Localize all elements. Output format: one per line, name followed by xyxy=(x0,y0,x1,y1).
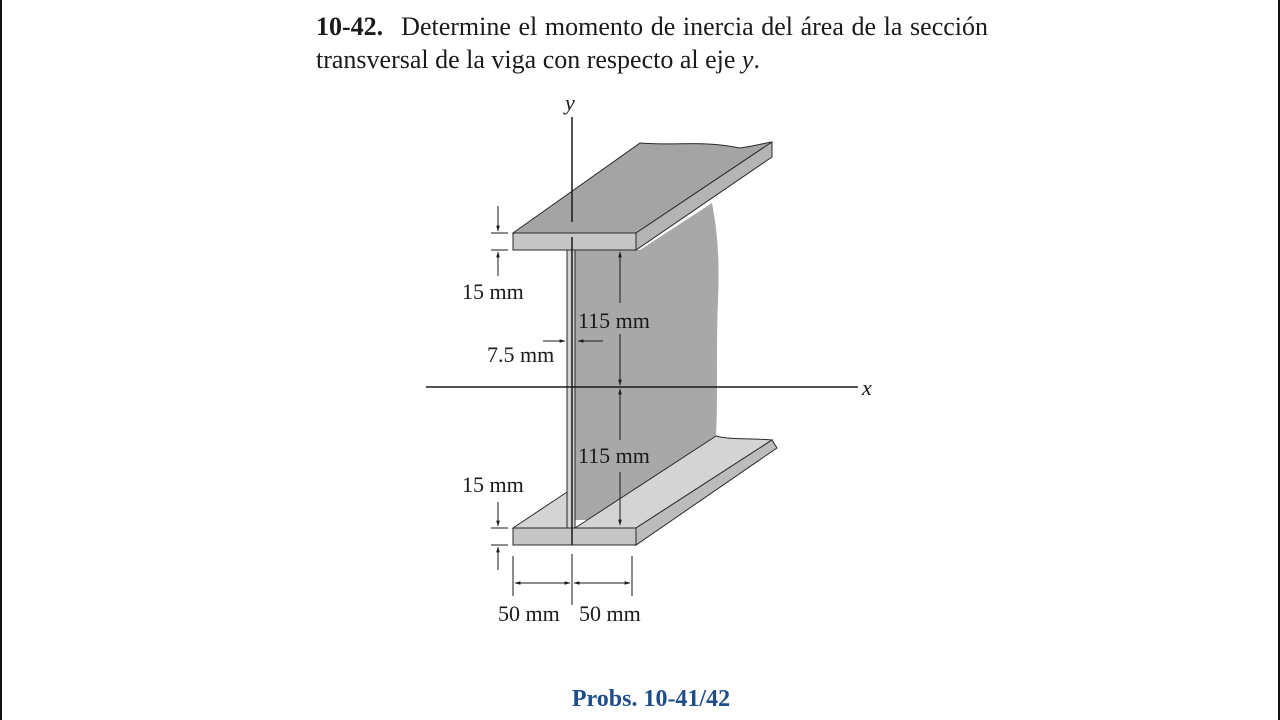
problem-number: 10-42. xyxy=(316,12,384,41)
lower-web-height-label: 115 mm xyxy=(578,443,650,468)
top-flange-front xyxy=(513,233,636,250)
left-half-width-label: 50 mm xyxy=(498,601,560,626)
problem-variable: y xyxy=(741,45,754,74)
web-front-edge xyxy=(567,250,575,530)
web-thickness-label: 7.5 mm xyxy=(487,342,555,367)
flange-width-dimension xyxy=(513,554,632,605)
x-axis-label: x xyxy=(862,375,872,400)
bottom-flange-thickness-label: 15 mm xyxy=(462,472,524,497)
top-flange-surface xyxy=(513,142,772,233)
top-flange-thickness-dimension xyxy=(491,206,508,276)
right-half-width-label: 50 mm xyxy=(579,601,641,626)
bottom-flange-front xyxy=(513,528,636,545)
bottom-flange-thickness-dimension xyxy=(491,502,508,570)
problem-text-end: . xyxy=(753,45,760,74)
top-flange-thickness-label: 15 mm xyxy=(462,279,524,304)
upper-web-height-label: 115 mm xyxy=(578,308,650,333)
figure-caption: Probs. 10-41/42 xyxy=(571,686,731,712)
problem-text: Determine el momento de inercia del área de la sección transversal de la viga con respecto al eje xyxy=(316,12,988,74)
y-axis-label: y xyxy=(565,90,575,115)
